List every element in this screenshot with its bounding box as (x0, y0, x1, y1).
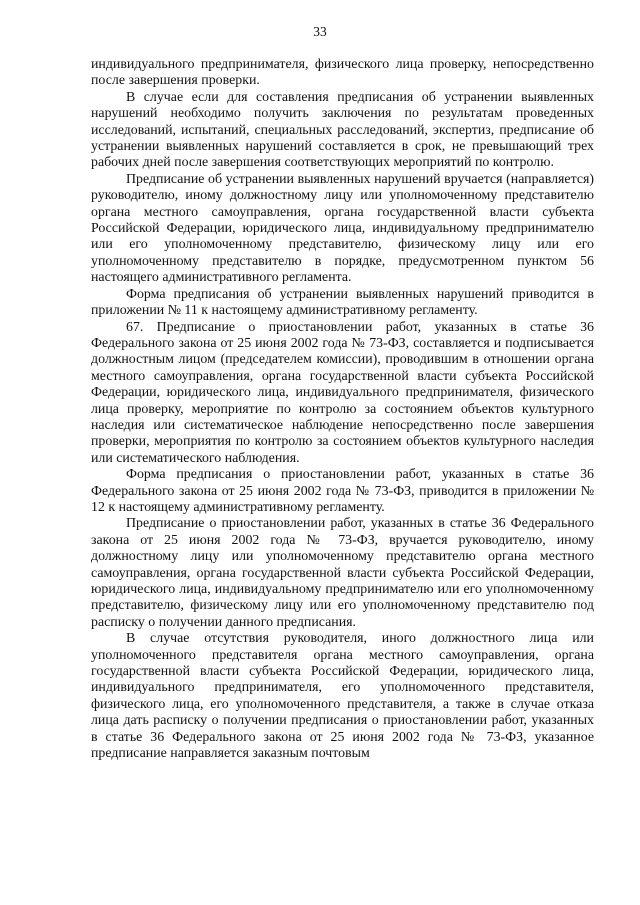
document-body (91, 57, 594, 762)
paragraph: Предписание об устранении выявленных нарушений вручается (направляется) руководителю, иному должностному лицу или уполномоченному представителю органа местного самоуправления, органа государственной власти субъекта Российской Федерации, юридического лица, индивидуальному предпринимателю или его уполномоченному представителю, физическому лицу или его уполномоченному представителю в порядке, предусмотренном пунктом 56 настоящего административного регламента. (91, 171, 594, 286)
paragraph: Форма предписания о приостановлении работ, указанных в статье 36 Федерального закона от 25 июня 2002 года № 73-ФЗ, приводится в приложении № 12 к настоящему административному регламенту. (91, 467, 594, 515)
paragraph: 67. Предписание о приостановлении работ, указанных в статье 36 Федерального закона от 25 июня 2002 года № 73-ФЗ, составляется и подписывается должностным лицом (председателем комиссии), проводившим в отношении органа местного самоуправления, органа государственной власти субъекта Российской Федерации, юридического лица, индивидуального предпринимателя, физического лица проверку, мероприятие по контролю за состоянием объектов культурного наследия или систематическое наблюдение непосредственно после завершения проверки, мероприятия по контролю за состоянием объектов культурного наследия или систематического наблюдения. (91, 319, 594, 466)
paragraph: В случае если для составления предписания об устранении выявленных нарушений необходимо получить заключения по результатам проведенных исследований, испытаний, специальных расследований, экспертиз, предписание об устранении выявленных нарушений составляется в срок, не превышающий трех рабочих дней после завершения соответствующих мероприятий по контролю. (91, 89, 594, 171)
page-number: 33 (313, 24, 327, 39)
paragraph: индивидуального предпринимателя, физического лица проверку, непосредственно после завершения проверки. (91, 57, 594, 89)
paragraph: Предписание о приостановлении работ, указанных в статье 36 Федерального закона от 25 июня 2002 года № 73-ФЗ, вручается руководителю, иному должностному лицу или уполномоченному представителю органа местного самоуправления, органа государственной власти субъекта Российской Федерации, юридического лица, индивидуальному предпринимателю или его уполномоченному представителю, физическому лицу или его уполномоченному представителю под расписку о получении данного предписания. (91, 516, 594, 630)
paragraph: В случае отсутствия руководителя, иного должностного лица или уполномоченного представителя органа местного самоуправления, органа государственной власти субъекта Российской Федерации, юридического лица, индивидуального предпринимателя, его уполномоченного представителя, физического лица, его уполномоченного представителя, а также в случае отказа лица дать расписку о получении предписания о приостановлении работ, указанных в статье 36 Федерального закона от 25 июня 2002 года № 73-ФЗ, указанное предписание направляется заказным почтовым (91, 631, 594, 762)
paragraph: Форма предписания об устранении выявленных нарушений приводится в приложении № 11 к настоящему административному регламенту. (91, 286, 594, 319)
